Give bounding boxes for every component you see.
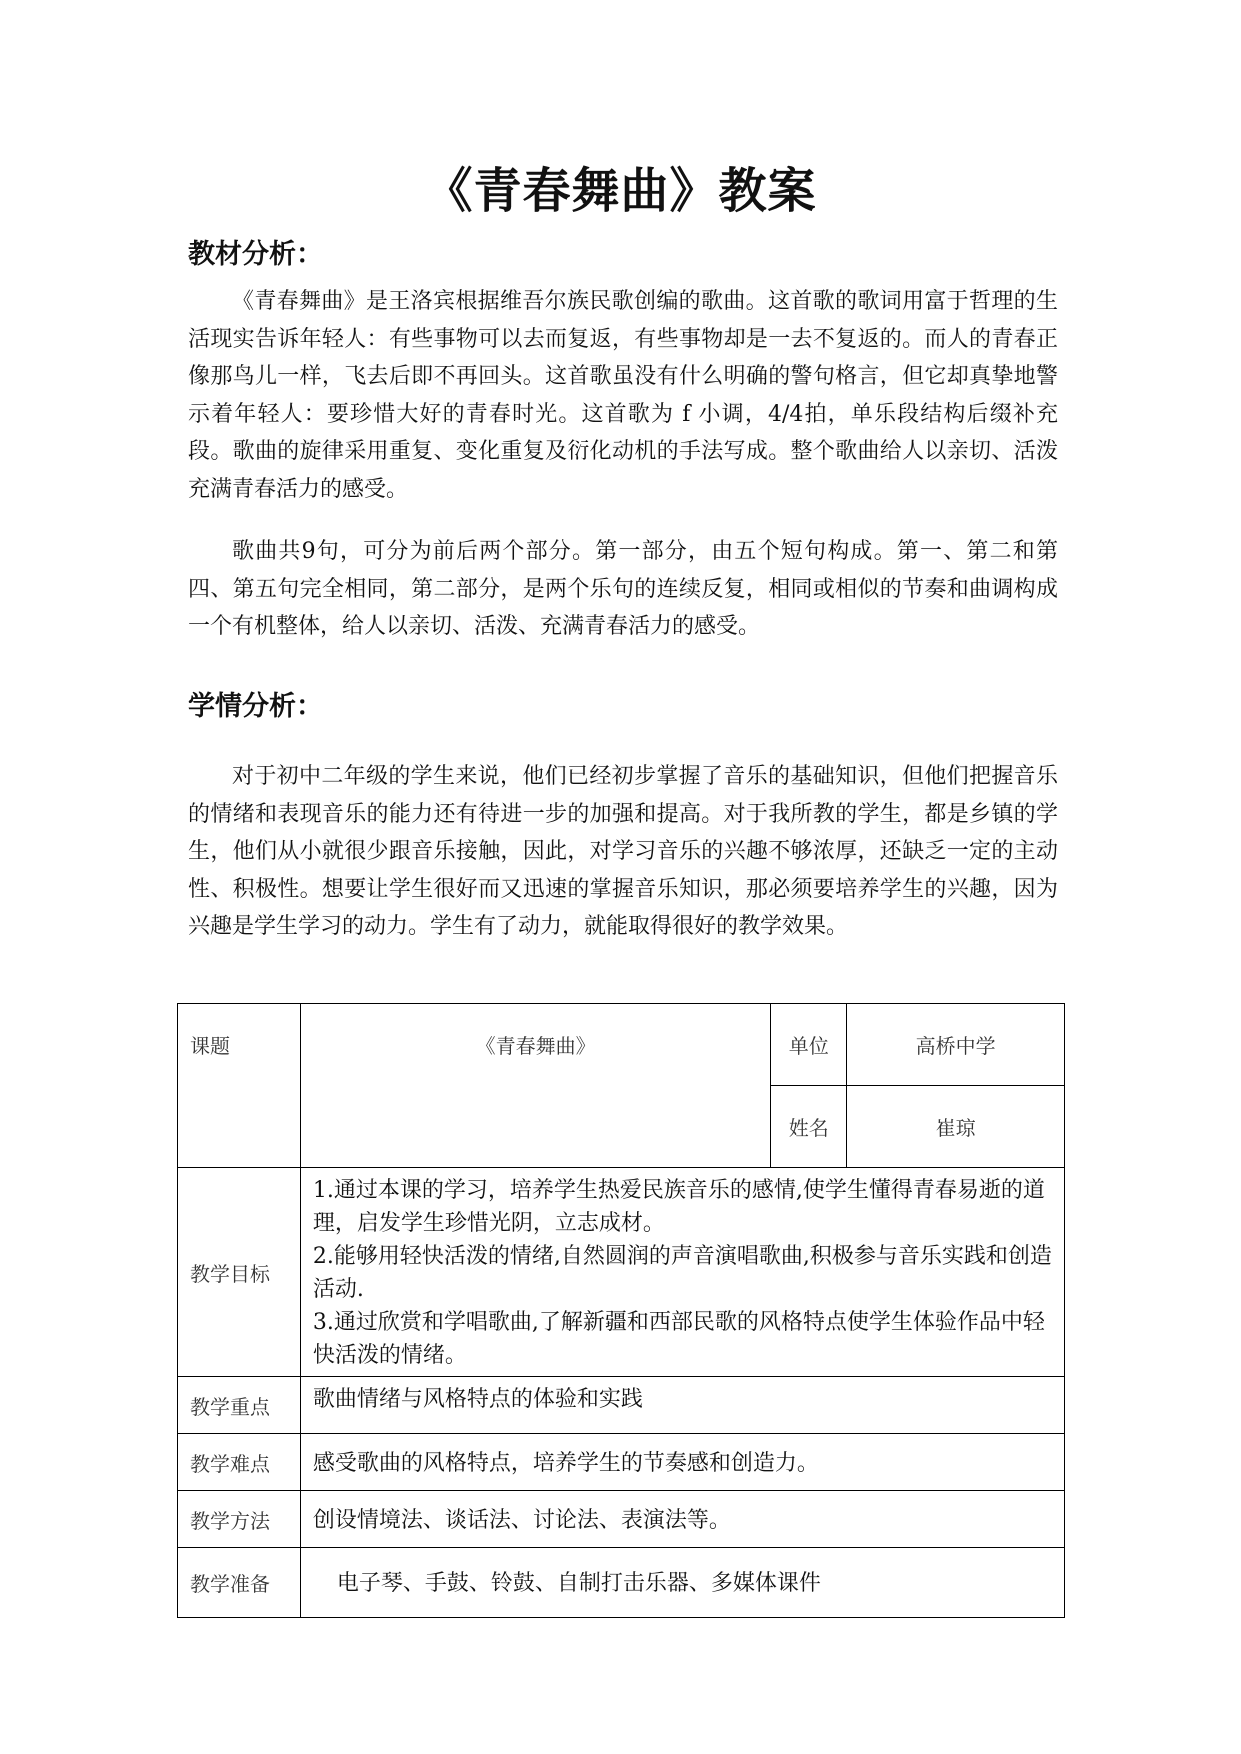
- material-analysis-paragraph-1: 《青春舞曲》是王洛宾根据维吾尔族民歌创编的歌曲。这首歌的歌词用富于哲理的生活现实告诉年轻人：有些事物可以去而复返，有些事物却是一去不复返的。而人的青春正像那鸟儿一样，飞去后即不再回头。这首歌虽没有什么明确的警句格言，但它却真挚地警示着年轻人：要珍惜大好的青春时光。这首歌为 f 小调，4/4拍，单乐段结构后缀补充段。歌曲的旋律采用重复、变化重复及衍化动机的手法写成。整个歌曲给人以亲切、活泼充满青春活力的感受。: [188, 289, 1058, 502]
- method-value: 创设情境法、谈话法、讨论法、表演法等。: [300, 1491, 1064, 1548]
- material-analysis-heading: 教材分析：: [188, 239, 323, 270]
- key-points-label: 教学重点: [178, 1377, 301, 1434]
- topic-value: 《青春舞曲》: [300, 1004, 770, 1168]
- goals-content: [300, 1168, 1064, 1377]
- student-analysis-heading: 学情分析：: [188, 691, 323, 722]
- name-value: 崔琼: [847, 1086, 1065, 1168]
- table-row: [178, 1548, 1065, 1618]
- key-points-value: 歌曲情绪与风格特点的体验和实践: [300, 1377, 1064, 1434]
- goal-item-1: 1.通过本课的学习，培养学生热爱民族音乐的感情,使学生懂得青春易逝的道理，启发学生珍惜光阴，立志成材。: [312, 1178, 1045, 1236]
- unit-value: 高桥中学: [847, 1004, 1065, 1086]
- student-analysis-paragraph: 对于初中二年级的学生来说，他们已经初步掌握了音乐的基础知识，但他们把握音乐的情绪和表现音乐的能力还有待进一步的加强和提高。对于我所教的学生，都是乡镇的学生，他们从小就很少跟音乐接触，因此，对学习音乐的兴趣不够浓厚，还缺乏一定的主动性、积极性。想要让学生很好而又迅速的掌握音乐知识，那必须要培养学生的兴趣，因为兴趣是学生学习的动力。学生有了动力，就能取得很好的教学效果。: [188, 764, 1058, 939]
- table-row: [178, 1377, 1065, 1434]
- method-label: 教学方法: [178, 1491, 301, 1548]
- goals-label: 教学目标: [178, 1168, 301, 1377]
- table-row: [178, 1491, 1065, 1548]
- preparation-value: 电子琴、手鼓、铃鼓、自制打击乐器、多媒体课件: [300, 1548, 1064, 1618]
- difficulty-label: 教学难点: [178, 1434, 301, 1491]
- preparation-label: 教学准备: [178, 1548, 301, 1618]
- name-label: 姓名: [771, 1086, 847, 1168]
- table-row: [178, 1004, 1065, 1086]
- table-row: [178, 1168, 1065, 1377]
- difficulty-value: 感受歌曲的风格特点，培养学生的节奏感和创造力。: [300, 1434, 1064, 1491]
- table-row: [178, 1434, 1065, 1491]
- goal-item-3: 3.通过欣赏和学唱歌曲,了解新疆和西部民歌的风格特点使学生体验作品中轻快活泼的情绪。: [312, 1310, 1045, 1368]
- lesson-info-table: [177, 1003, 1065, 1618]
- topic-label: 课题: [178, 1004, 301, 1168]
- page-title: 《青春舞曲》教案: [424, 163, 817, 219]
- goal-item-2: 2.能够用轻快活泼的情绪,自然圆润的声音演唱歌曲,积极参与音乐实践和创造活动.: [312, 1244, 1052, 1302]
- material-analysis-paragraph-2: 歌曲共9句，可分为前后两个部分。第一部分，由五个短句构成。第一、第二和第四、第五句完全相同，第二部分，是两个乐句的连续反复，相同或相似的节奏和曲调构成一个有机整体，给人以亲切、活泼、充满青春活力的感受。: [188, 539, 1058, 639]
- unit-label: 单位: [771, 1004, 847, 1086]
